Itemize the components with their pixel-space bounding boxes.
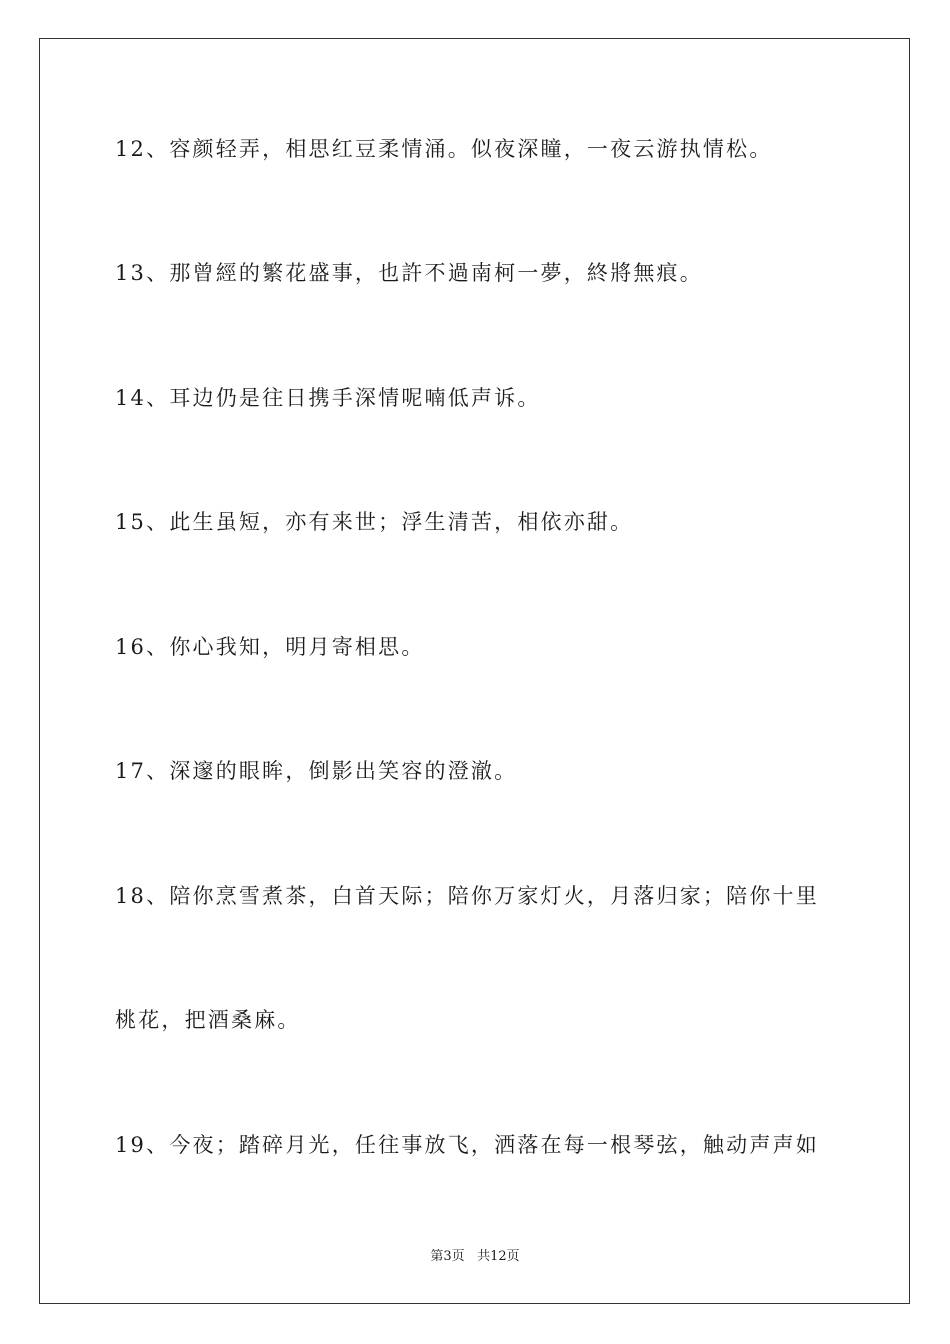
page-number: 第3页 <box>430 1249 465 1264</box>
text-line-15: 15、此生虽短，亦有来世；浮生清苦，相依亦甜。 <box>115 510 634 534</box>
text-line-13: 13、那曾經的繁花盛事，也許不過南柯一夢，終將無痕。 <box>115 261 703 285</box>
text-line-14: 14、耳边仍是往日携手深情呢喃低声诉。 <box>115 386 541 410</box>
page-footer <box>0 1248 950 1266</box>
text-line-17: 17、深邃的眼眸，倒影出笑容的澄澈。 <box>115 759 518 783</box>
text-line-12: 12、容颜轻弄，相思红豆柔情涌。似夜深瞳，一夜云游执情松。 <box>115 137 773 161</box>
page-total: 共12页 <box>477 1249 520 1264</box>
text-line-18b: 桃花，把酒桑麻。 <box>115 1008 301 1032</box>
text-line-18a: 18、陪你烹雪煮茶，白首天际；陪你万家灯火，月落归家；陪你十里 <box>115 884 819 908</box>
text-line-16: 16、你心我知，明月寄相思。 <box>115 635 425 659</box>
text-line-19: 19、今夜；踏碎月光，任往事放飞，洒落在每一根琴弦，触动声声如 <box>115 1133 819 1157</box>
page-border <box>39 38 910 1304</box>
